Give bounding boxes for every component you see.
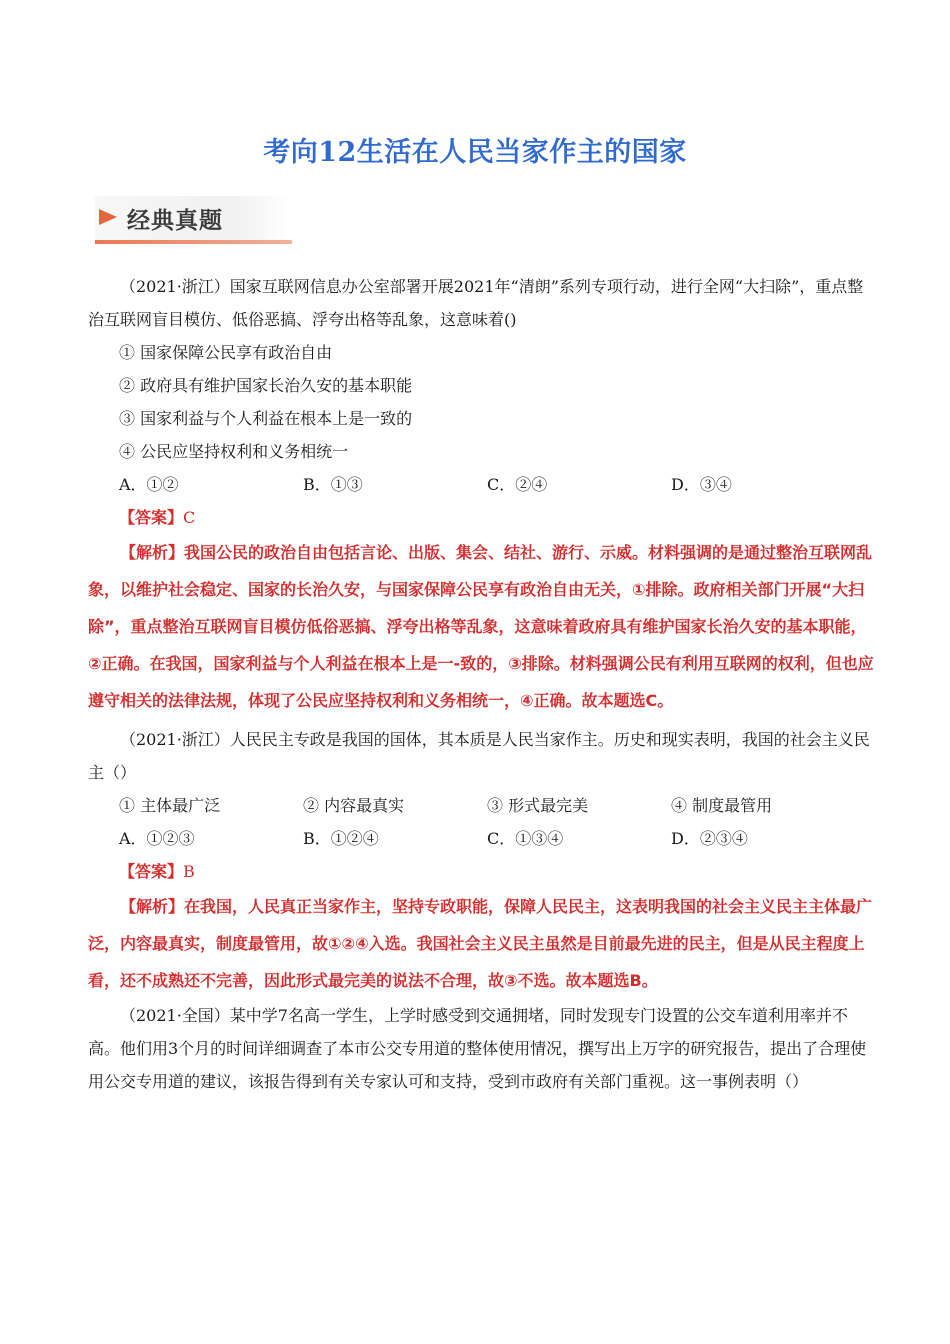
answer-value: B xyxy=(183,862,195,881)
question-1-option: ③ 国家利益与个人利益在根本上是一致的 xyxy=(119,409,413,428)
analysis-tag: 【解析】 xyxy=(120,897,185,916)
question-3-stem: （2021·全国）某中学7名高一学生，上学时感受到交通拥堵，同时发现专门设置的公交车道利用率并不高。他们用3个月的时间详细调查了本市公交专用道的整体使用情况，撰写出上万字的研究报告，提出了合理使用公交专用道的建议，该报告得到有关专家认可和支持，受到市政府有关部门重视。这一事例表明（） xyxy=(88,1006,867,1091)
answer-value: C xyxy=(183,508,196,527)
answer-tag: 【答案】 xyxy=(119,508,184,527)
question-1-choices xyxy=(88,468,878,501)
question-1-analysis xyxy=(88,534,878,719)
question-1-option: ④ 公民应坚持权利和义务相统一 xyxy=(119,442,349,461)
choice-a: A．①② xyxy=(119,475,179,494)
choice-b: B．①②④ xyxy=(303,829,379,848)
page-title: 考向12生活在人民当家作主的国家 xyxy=(263,137,687,168)
choice-c: C．②④ xyxy=(487,475,548,494)
question-1-option: ① 国家保障公民享有政治自由 xyxy=(119,343,333,362)
question-2-answer xyxy=(88,855,878,888)
analysis-text: 在我国，人民真正当家作主，坚持专政职能，保障人民民主，这表明我国的社会主义民主主体最广泛，内容最真实，制度最管用，故①②④入选。我国社会主义民主虽然是目前最先进的民主，但是从民主程度上看，还不成熟还不完善，因此形式最完美的说法不合理，故③不选。故本题选B。 xyxy=(88,897,873,990)
answer-tag: 【答案】 xyxy=(119,862,184,881)
banner-underline xyxy=(95,240,292,244)
analysis-tag: 【解析】 xyxy=(120,543,185,562)
content xyxy=(88,270,878,1098)
section-label: 经典真题 xyxy=(127,208,223,234)
analysis-text: 我国公民的政治自由包括言论、出版、集会、结社、游行、示威。材料强调的是通过整治互联网乱象，以维护社会稳定、国家的长治久安，与国家保障公民享有政治自由无关，①排除。政府相关部门开展“大扫除”，重点整治互联网盲目模仿低俗恶搞、浮夸出格等乱象，这意味着政府具有维护国家长治久安的基本职能，②正确。在我国，国家利益与个人利益在根本上是一-致的，③排除。材料强调公民有利用互联网的权利，但也应遵守相关的法律法规，体现了公民应坚持权利和义务相统一，④正确。故本题选C。 xyxy=(88,543,874,710)
question-2-choices xyxy=(88,822,878,855)
arrow-icon xyxy=(99,209,117,225)
question-1-answer xyxy=(88,501,878,534)
section-banner xyxy=(95,196,292,244)
choice-b: B．①③ xyxy=(303,475,363,494)
choice-d: D．③④ xyxy=(671,475,732,494)
question-2-option: ② 内容最真实 xyxy=(303,796,405,815)
choice-d: D．②③④ xyxy=(671,829,748,848)
question-2-analysis xyxy=(88,888,878,999)
question-2-option: ④ 制度最管用 xyxy=(671,796,773,815)
question-2-option: ③ 形式最完美 xyxy=(487,796,589,815)
question-2-option: ① 主体最广泛 xyxy=(119,796,221,815)
question-1-option: ② 政府具有维护国家长治久安的基本职能 xyxy=(119,376,413,395)
question-1-stem: （2021·浙江）国家互联网信息办公室部署开展2021年“清朗”系列专项行动，进行全网“大扫除”，重点整治互联网盲目模仿、低俗恶搞、浮夸出格等乱象，这意味着() xyxy=(88,277,864,329)
choice-a: A．①②③ xyxy=(119,829,195,848)
question-2-stem: （2021·浙江）人民民主专政是我国的国体，其本质是人民当家作主。历史和现实表明，我国的社会主义民主（） xyxy=(88,730,870,782)
choice-c: C．①③④ xyxy=(487,829,564,848)
question-2-options xyxy=(88,789,878,822)
